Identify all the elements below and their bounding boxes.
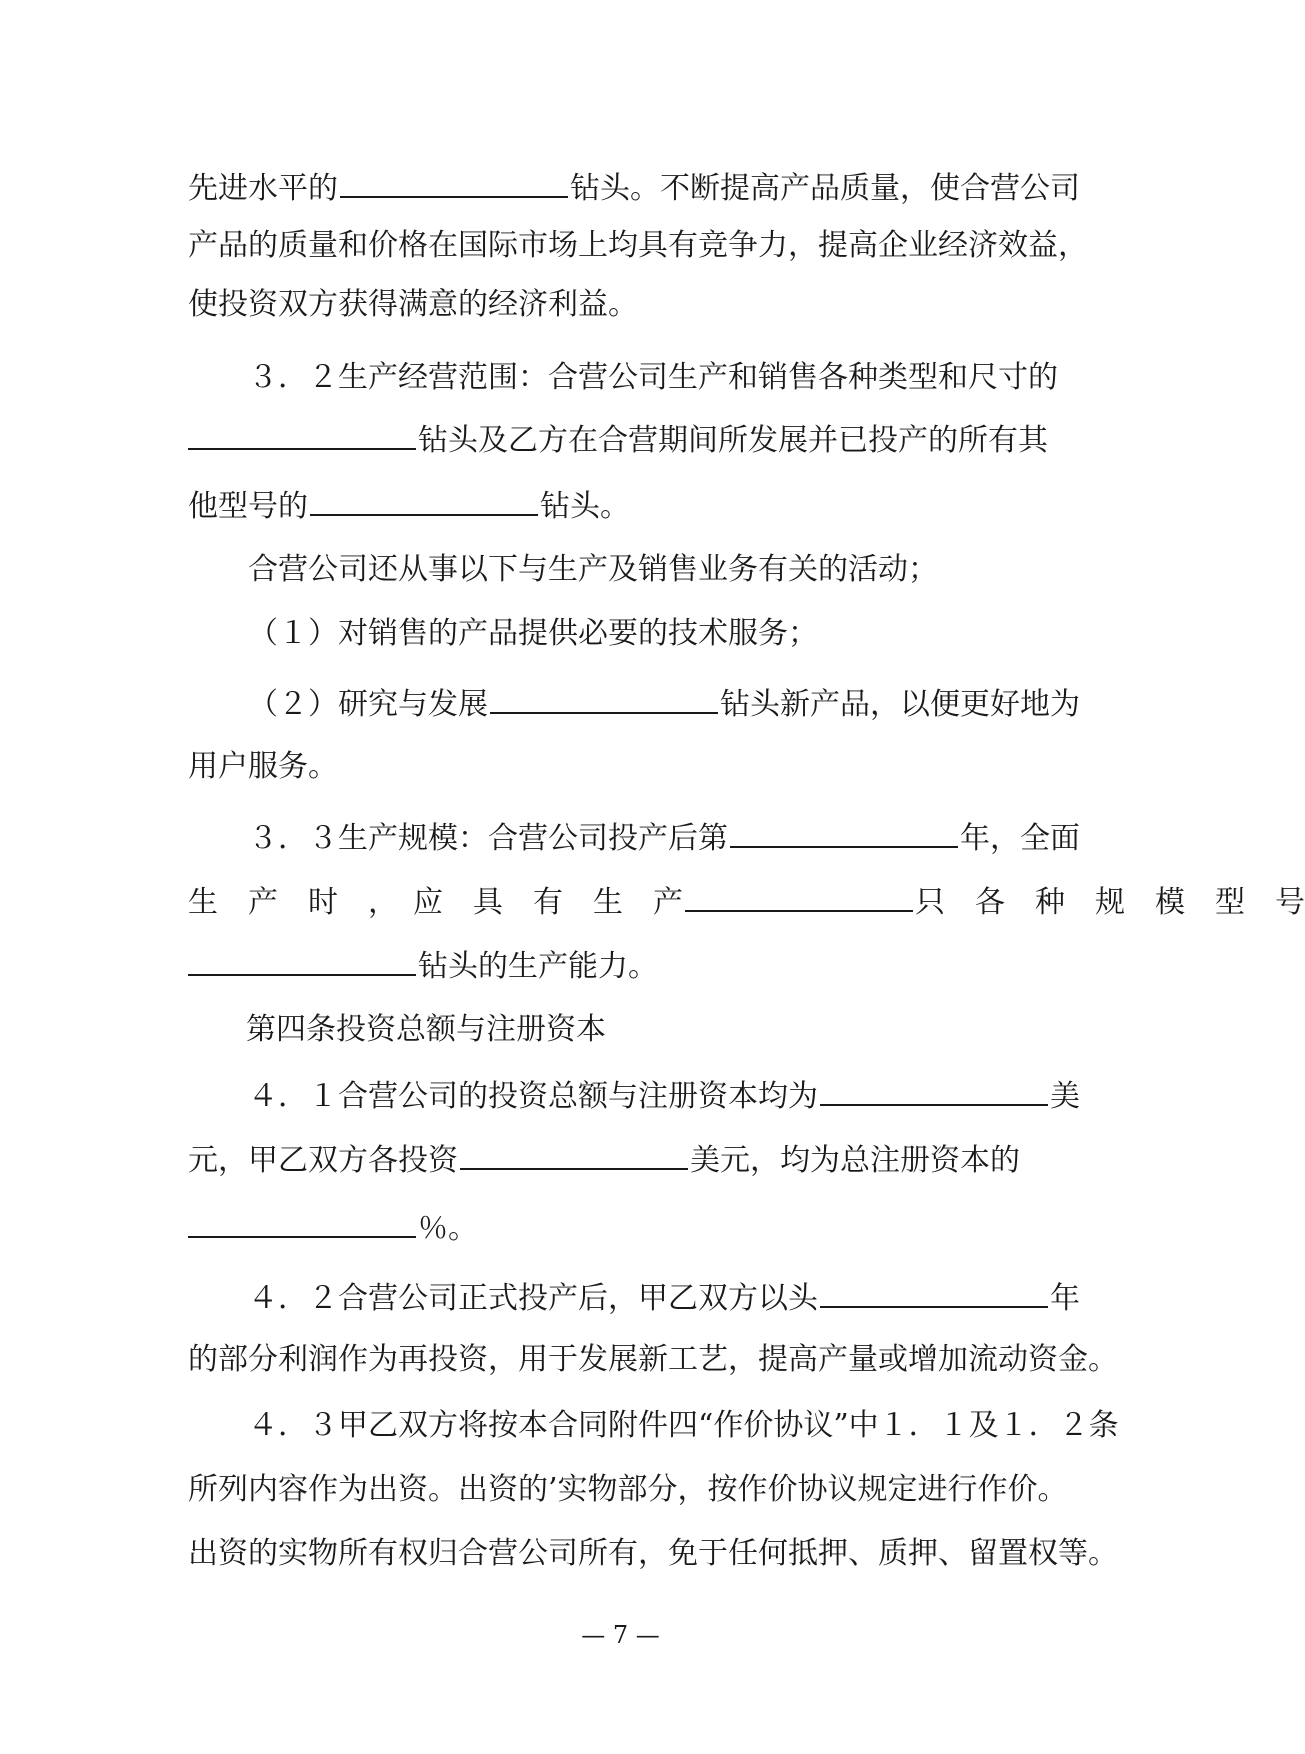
fill-blank[interactable] xyxy=(820,1276,1048,1308)
text-line xyxy=(248,816,1080,856)
text-line: 所列内容作为出资。出资的’实物部分，按作价协议规定进行作价。 xyxy=(188,1472,1068,1507)
text-line xyxy=(248,1074,1080,1114)
text-span: 元，甲乙双方各投资 xyxy=(188,1143,458,1178)
text-span: 他型号的 xyxy=(188,489,308,524)
fill-blank[interactable] xyxy=(188,418,416,450)
text-line xyxy=(248,682,1080,722)
text-line: 用户服务。 xyxy=(188,749,338,784)
text-span: ４．２合营公司正式投产后，甲乙双方以头 xyxy=(248,1281,818,1316)
text-line: 使投资双方获得满意的经济利益。 xyxy=(188,287,638,322)
text-span: 美 xyxy=(1050,1079,1080,1114)
text-span: 美元，均为总注册资本的 xyxy=(690,1143,1020,1178)
text-span: （２）研究与发展 xyxy=(248,687,488,722)
text-line: 出资的实物所有权归合营公司所有，免于任何抵押、质押、留置权等。 xyxy=(188,1536,1118,1571)
fill-blank[interactable] xyxy=(188,944,416,976)
fill-blank[interactable] xyxy=(340,166,568,198)
text-line: 产品的质量和价格在国际市场上均具有竞争力，提高企业经济效益， xyxy=(188,228,1088,263)
fill-blank[interactable] xyxy=(310,484,538,516)
text-line: ４．３甲乙双方将按本合同附件四“作价协议”中１．１及１．２条 xyxy=(248,1408,1119,1443)
text-line: （１）对销售的产品提供必要的技术服务； xyxy=(248,616,818,651)
text-line: 合营公司还从事以下与生产及销售业务有关的活动； xyxy=(248,552,938,587)
text-span: 钻头。不断提高产品质量，使合营公司 xyxy=(570,171,1080,206)
text-line xyxy=(248,1276,1080,1316)
text-span: 钻头及乙方在合营期间所发展并已投产的所有其 xyxy=(418,423,1048,458)
text-span: 只 各 种 规 模 型 号 xyxy=(915,885,1305,920)
text-line xyxy=(188,166,1080,206)
text-span: 钻头新产品，以便更好地为 xyxy=(720,687,1080,722)
text-line xyxy=(188,1206,1054,1246)
page-number: — 7 — xyxy=(581,1621,660,1649)
fill-blank[interactable] xyxy=(730,816,958,848)
text-span: ％。 xyxy=(418,1211,478,1246)
text-line xyxy=(188,944,1054,984)
text-span: 年 xyxy=(1050,1281,1080,1316)
text-line: ３．２生产经营范围：合营公司生产和销售各种类型和尺寸的 xyxy=(248,360,1058,395)
text-line: 的部分利润作为再投资，用于发展新工艺，提高产量或增加流动资金。 xyxy=(188,1342,1118,1377)
text-line xyxy=(188,1138,1054,1178)
fill-blank[interactable] xyxy=(490,682,718,714)
text-span: ４．１合营公司的投资总额与注册资本均为 xyxy=(248,1079,818,1114)
text-span: 年，全面 xyxy=(960,821,1080,856)
text-span: 钻头的生产能力。 xyxy=(418,949,658,984)
text-line xyxy=(188,880,1305,920)
section-heading: 第四条投资总额与注册资本 xyxy=(246,1012,606,1047)
fill-blank[interactable] xyxy=(685,880,913,912)
fill-blank[interactable] xyxy=(460,1138,688,1170)
text-span: 生 产 时 ， 应 具 有 生 产 xyxy=(188,885,683,920)
text-span: 先进水平的 xyxy=(188,171,338,206)
text-span: ３．３生产规模：合营公司投产后第 xyxy=(248,821,728,856)
fill-blank[interactable] xyxy=(820,1074,1048,1106)
text-line xyxy=(188,418,1054,458)
text-line xyxy=(188,484,1054,524)
text-span: 钻头。 xyxy=(540,489,630,524)
fill-blank[interactable] xyxy=(188,1206,416,1238)
